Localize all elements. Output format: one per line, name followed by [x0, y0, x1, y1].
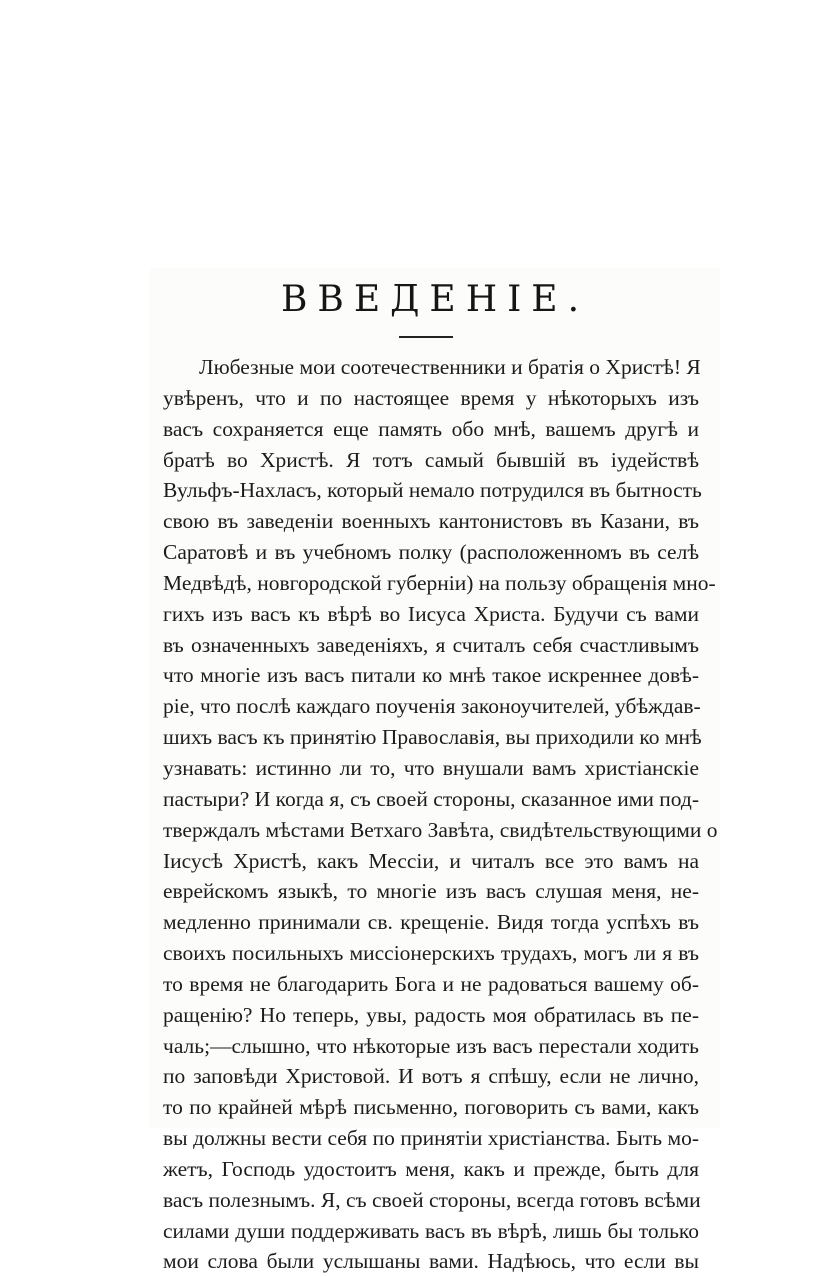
page-title: ВВЕДЕНІЕ. — [280, 279, 590, 320]
text-line: по заповѣди Христовой. И вотъ я спѣшу, если не лично, — [163, 1064, 699, 1089]
text-line: шихъ васъ къ принятію Православія, вы приходили ко мнѣ — [163, 725, 702, 750]
text-line: васъ полезнымъ. Я, съ своей стороны, всегда готовъ всѣми — [163, 1187, 701, 1212]
text-line: своихъ посильныхъ миссіонерскихъ трудахъ, могъ ли я въ — [163, 941, 699, 966]
text-line: силами души поддерживать васъ въ вѣрѣ, лишь бы только — [163, 1218, 699, 1243]
text-line: вы должны вести себя по принятіи христіанства. Быть мо- — [163, 1126, 699, 1151]
text-line: ріе, что послѣ каждаго поученія законоучителей, убѣждав- — [163, 694, 701, 719]
text-line: узнавать: истинно ли то, что внушали вамъ христіанскіе — [163, 755, 699, 780]
introduction-text — [163, 352, 718, 1277]
text-line: братѣ во Христѣ. Я тотъ самый бывшій въ іудействѣ — [163, 447, 699, 472]
text-line: Вульфъ-Нахласъ, который немало потрудился въ бытность — [163, 478, 702, 503]
text-line: Любезные мои соотечественники и братія о Христѣ! Я — [199, 355, 701, 379]
text-line: Медвѣдѣ, новгородской губерніи) на пользу обращенія мно- — [163, 570, 716, 595]
text-line: чаль;—слышно, что нѣкоторые изъ васъ перестали ходить — [163, 1033, 699, 1058]
text-line: ращенію? Но теперь, увы, радость моя обратилась въ пе- — [163, 1002, 699, 1027]
text-line: Іисусѣ Христѣ, какъ Мессіи, и читалъ все это вамъ на — [163, 848, 699, 873]
text-line: свою въ заведеніи военныхъ кантонистовъ въ Казани, въ — [163, 509, 699, 534]
text-line: жетъ, Господь удостоитъ меня, какъ и прежде, быть для — [163, 1156, 699, 1181]
title-divider — [399, 336, 453, 338]
text-line: еврейскомъ языкѣ, то многіе изъ васъ слушая меня, не- — [163, 879, 699, 904]
text-line: медленно принимали св. крещеніе. Видя тогда успѣхъ въ — [163, 910, 699, 935]
text-line: гихъ изъ васъ къ вѣрѣ во Іисуса Христа. Будучи съ вами — [163, 601, 699, 626]
text-line: мои слова были услышаны вами. Надѣюсь, что если вы — [163, 1249, 699, 1274]
text-line: что многіе изъ васъ питали ко мнѣ такое искреннее довѣ- — [163, 663, 699, 688]
text-line: тверждалъ мѣстами Ветхаго Завѣта, свидѣтельствующими о — [163, 817, 718, 842]
text-line: то время не благодарить Бога и не радоваться вашему об- — [163, 971, 699, 996]
text-line: увѣренъ, что и по настоящее время у нѣкоторыхъ изъ — [163, 385, 699, 410]
text-line: Саратовѣ и въ учебномъ полку (расположенномъ въ селѣ — [163, 540, 699, 565]
text-line: то по крайней мѣрѣ письменно, поговорить съ вами, какъ — [163, 1095, 699, 1120]
text-line: васъ сохраняется еще память обо мнѣ, вашемъ другѣ и — [163, 416, 699, 441]
text-line: пастыри? И когда я, съ своей стороны, сказанное ими под- — [163, 786, 699, 811]
text-line: въ означенныхъ заведеніяхъ, я считалъ себя счастливымъ — [163, 632, 699, 657]
